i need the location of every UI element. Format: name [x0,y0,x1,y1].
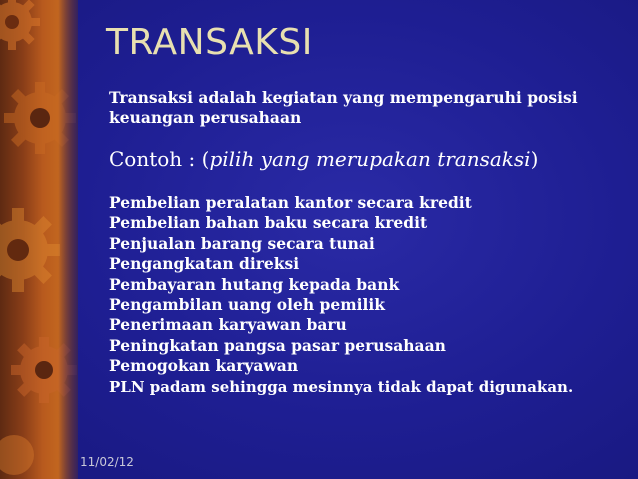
list-item: Pembelian bahan baku secara kredit [109,213,428,233]
list-item: Pemogokan karyawan [109,356,299,376]
example-heading [109,147,538,171]
list-item: Peningkatan pangsa pasar perusahaan [109,335,446,355]
list-item: Pengangkatan direksi [109,254,300,274]
example-suffix: ) [530,147,539,171]
list-item: Pembayaran hutang kepada bank [109,274,400,294]
list-item: Penerimaan karyawan baru [109,315,347,335]
list-item: PLN padam sehingga mesinnya tidak dapat digunakan. [109,377,574,396]
list-item: Pembelian peralatan kantor secara kredit [109,193,472,212]
slide-title: TRANSAKSI [106,22,313,63]
example-prefix: Contoh : ( [109,147,210,171]
slide-date: 11/02/12 [80,455,134,469]
transaction-list [109,193,573,397]
list-item: Pengambilan uang oleh pemilik [109,295,386,315]
list-item: Penjualan barang secara tunai [109,233,375,253]
definition-text: Transaksi adalah kegiatan yang mempengaruhi posisi keuangan perusahaan [109,88,578,127]
decorative-strip [0,0,78,479]
example-italic: pilih yang merupakan transaksi [209,147,531,171]
strip-shade [58,0,78,479]
